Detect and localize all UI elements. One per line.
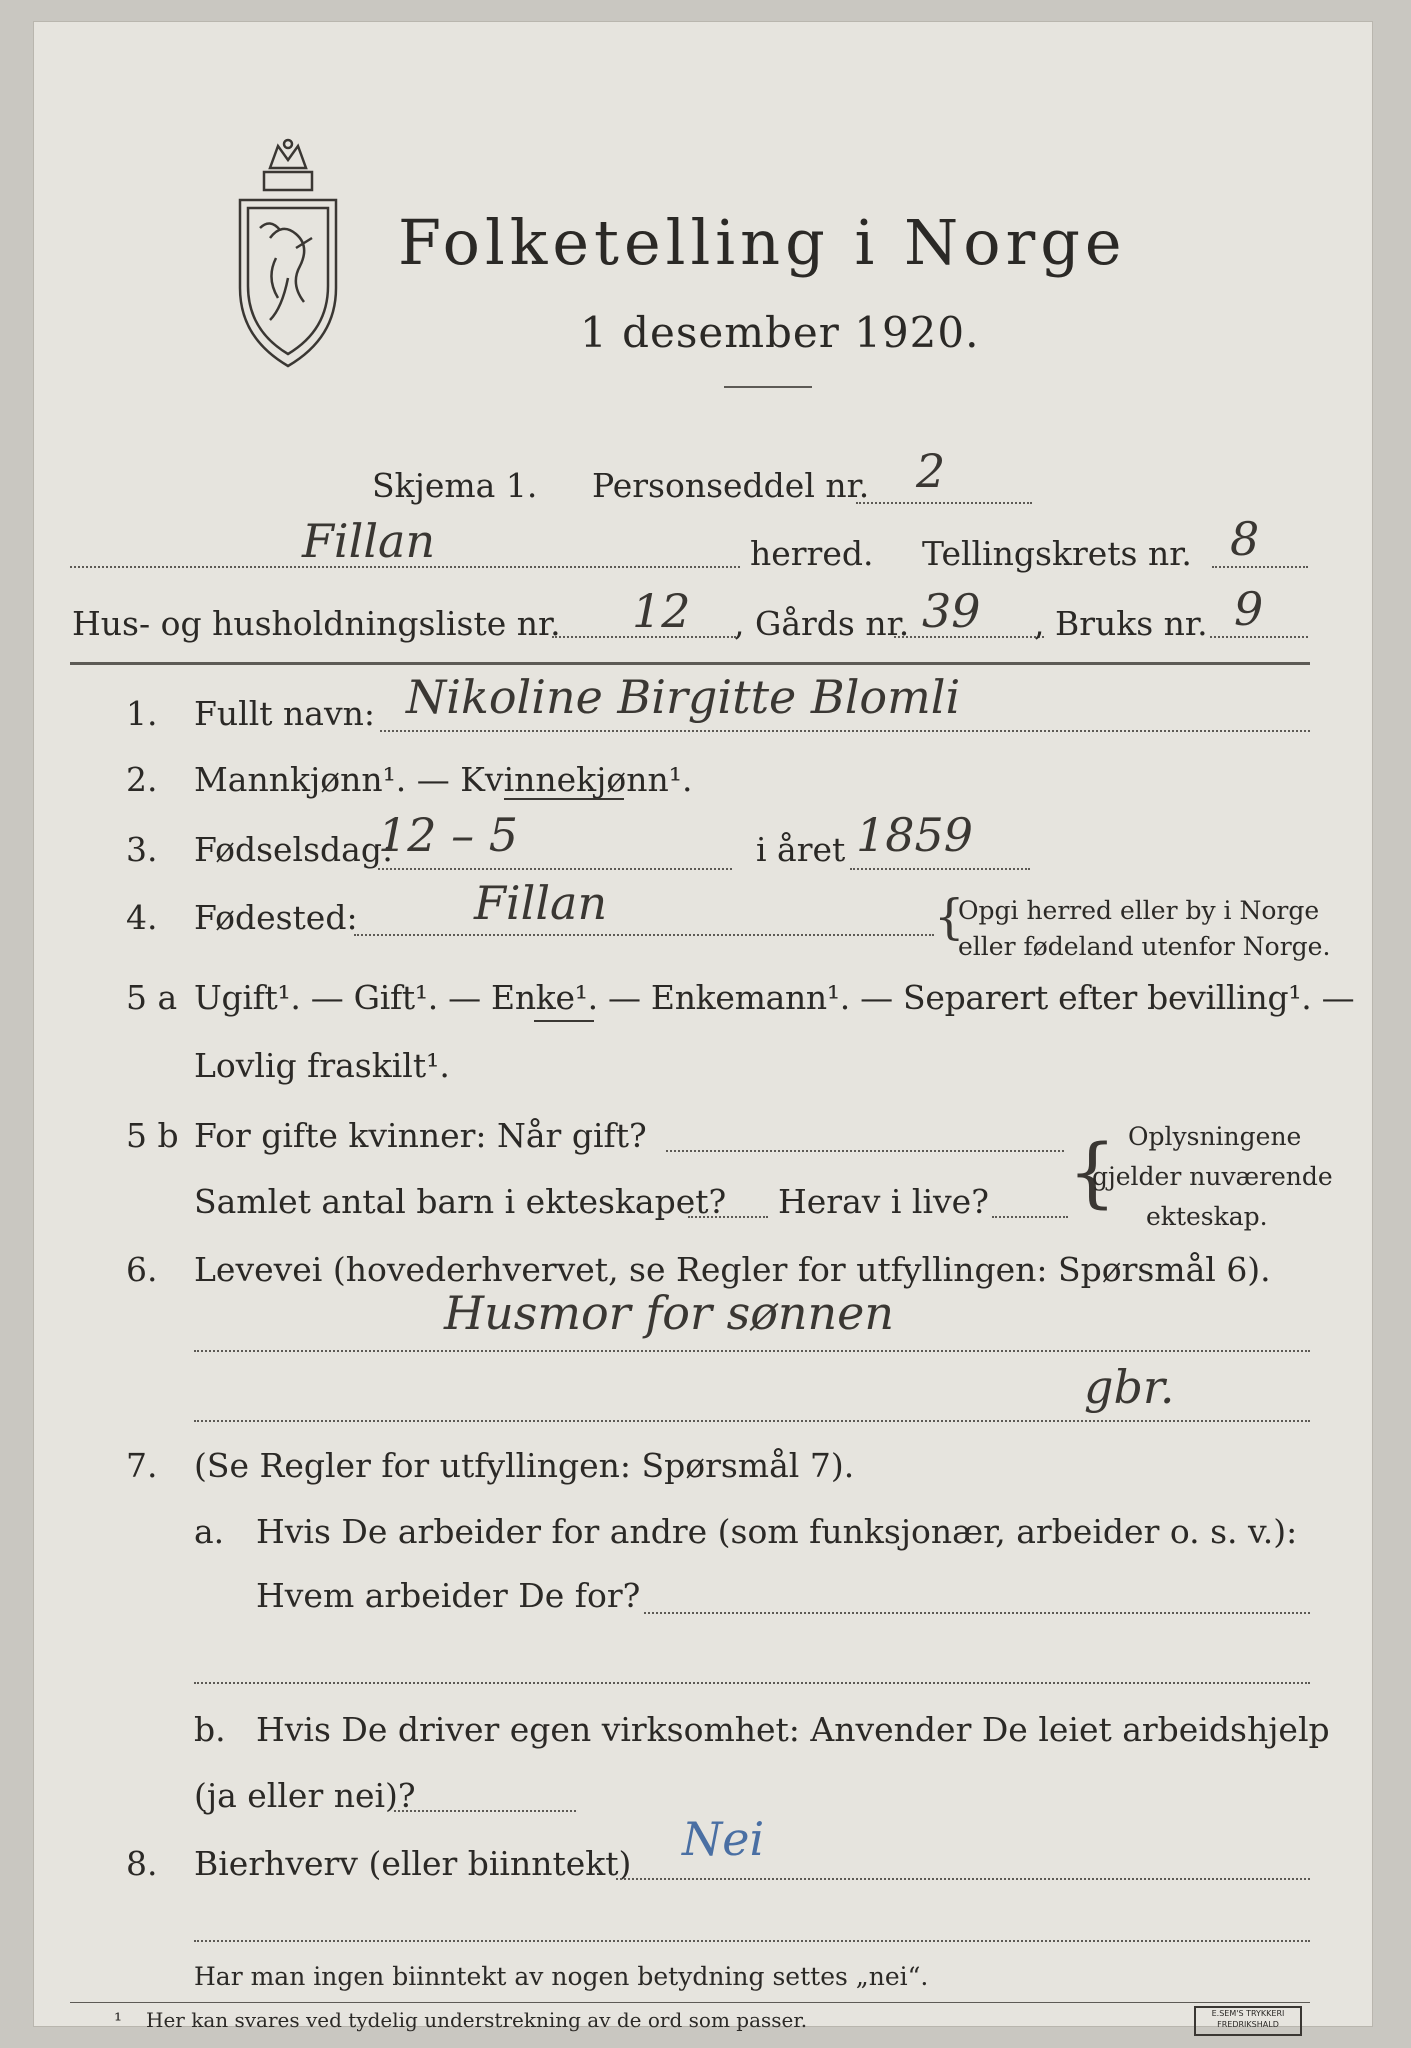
q4-brace: { — [934, 889, 965, 945]
bruks-line — [1210, 636, 1308, 638]
footer-note: Har man ingen biinntekt av nogen betydning settes „nei“. — [194, 1962, 929, 1991]
birth-year-value[interactable]: 1859 — [856, 808, 974, 862]
title-divider — [724, 386, 812, 388]
personseddel-value[interactable]: 2 — [916, 444, 946, 498]
q5b-note-1: Oplysningene — [1128, 1122, 1302, 1151]
personseddel-label: Personseddel nr. — [592, 466, 870, 505]
q7a-number: a. — [194, 1512, 225, 1551]
q7a-label-2: Hvem arbeider De for? — [256, 1576, 641, 1615]
q6-label: Levevei (hovederhvervet, se Regler for utfyllingen: Spørsmål 6). — [194, 1250, 1271, 1289]
husliste-label: Hus- og husholdningsliste nr. — [72, 604, 561, 643]
q5b-line-3 — [992, 1216, 1068, 1218]
personseddel-line — [856, 502, 1032, 504]
printer-city: FREDRIKSHALD — [1217, 2020, 1279, 2029]
occupation-value[interactable]: Husmor for sønnen — [444, 1286, 895, 1340]
herred-value[interactable]: Fillan — [302, 514, 436, 568]
q6-number: 6. — [126, 1250, 158, 1289]
q6-line-2 — [194, 1420, 1310, 1422]
q5b-label-3: Herav i live? — [778, 1182, 989, 1221]
census-form-sheet — [34, 22, 1372, 2026]
q7a-line-1 — [644, 1612, 1310, 1614]
q5b-number: 5 b — [126, 1116, 179, 1155]
q3-year-line — [850, 868, 1030, 870]
husliste-value[interactable]: 12 — [632, 584, 691, 638]
bruks-label: , Bruks nr. — [1034, 604, 1208, 643]
q8-number: 8. — [126, 1844, 158, 1883]
q7a-line-2 — [194, 1682, 1310, 1684]
footer-divider — [70, 2002, 1310, 2003]
q5a-number: 5 a — [126, 978, 178, 1017]
kvinnekjonn-underline — [504, 798, 624, 800]
enke-underline — [534, 1020, 594, 1022]
bruks-value[interactable]: 9 — [1234, 582, 1264, 636]
norwegian-coat-of-arms-icon — [230, 138, 346, 370]
q4-label: Fødested: — [194, 898, 358, 937]
q7b-line — [394, 1810, 576, 1812]
q7-label: (Se Regler for utfyllingen: Spørsmål 7). — [194, 1446, 855, 1485]
q3-year-label: i året — [756, 830, 846, 869]
q5b-label-1: For gifte kvinner: Når gift? — [194, 1116, 647, 1155]
q4-note-1: Opgi herred eller by i Norge — [958, 896, 1320, 925]
printer-name: E.SEM'S TRYKKERI — [1211, 2009, 1285, 2018]
q7b-label: Hvis De driver egen virksomhet: Anvender De leiet arbeidshjelp — [256, 1710, 1330, 1749]
birthplace-value[interactable]: Fillan — [474, 876, 608, 930]
footnote-mark: ¹ — [114, 2008, 123, 2032]
q2-label: Mannkjønn¹. — Kvinnekjønn¹. — [194, 760, 693, 799]
gards-label: , Gårds nr. — [734, 604, 910, 643]
q5b-note-3: ekteskap. — [1146, 1202, 1268, 1231]
occupation-value-2[interactable]: gbr. — [1084, 1360, 1175, 1414]
side-income-value[interactable]: Nei — [682, 1812, 765, 1866]
q4-number: 4. — [126, 898, 158, 937]
q1-label: Fullt navn: — [194, 694, 375, 733]
q7b-number: b. — [194, 1710, 226, 1749]
tellingskrets-label: Tellingskrets nr. — [922, 534, 1192, 573]
header-separator — [70, 662, 1310, 665]
tellingskrets-line — [1212, 566, 1308, 568]
q3-number: 3. — [126, 830, 158, 869]
q5b-note-2: gjelder nuværende — [1092, 1162, 1333, 1191]
herred-label: herred. — [750, 534, 874, 573]
q5b-line-2 — [688, 1216, 768, 1218]
q7b-label-2: (ja eller nei)? — [194, 1776, 416, 1815]
q5b-brace: { — [1068, 1127, 1117, 1216]
gards-value[interactable]: 39 — [922, 584, 981, 638]
q8-line — [616, 1878, 1310, 1880]
census-date: 1 desember 1920. — [580, 308, 980, 357]
q1-number: 1. — [126, 694, 158, 733]
footnote-text: Her kan svares ved tydelig understrekning av de ord som passer. — [146, 2008, 808, 2032]
q4-line — [354, 934, 934, 936]
printer-mark — [1194, 2006, 1302, 2036]
q8-line-2 — [194, 1940, 1310, 1942]
q5a-options: Ugift¹. — Gift¹. — Enke¹. — Enkemann¹. — Separert efter bevilling¹. — — [194, 978, 1355, 1017]
q5b-label-2: Samlet antal barn i ekteskapet? — [194, 1182, 727, 1221]
q1-line — [380, 730, 1310, 732]
q3-label: Fødselsdag: — [194, 830, 394, 869]
q5a-options-2: Lovlig fraskilt¹. — [194, 1046, 450, 1085]
form-title: Folketelling i Norge — [398, 206, 1127, 279]
schema-label: Skjema 1. — [372, 466, 538, 505]
q2-number: 2. — [126, 760, 158, 799]
q7-number: 7. — [126, 1446, 158, 1485]
q6-line-1 — [194, 1350, 1310, 1352]
birth-date-value[interactable]: 12 – 5 — [378, 808, 519, 862]
q7a-label: Hvis De arbeider for andre (som funksjonær, arbeider o. s. v.): — [256, 1512, 1298, 1551]
tellingskrets-value[interactable]: 8 — [1230, 512, 1260, 566]
q8-label: Bierhverv (eller biinntekt) — [194, 1844, 632, 1883]
q4-note-2: eller fødeland utenfor Norge. — [958, 932, 1331, 961]
q3-line — [378, 868, 732, 870]
full-name-value[interactable]: Nikoline Birgitte Blomli — [406, 670, 961, 724]
q5b-line-1 — [666, 1150, 1064, 1152]
